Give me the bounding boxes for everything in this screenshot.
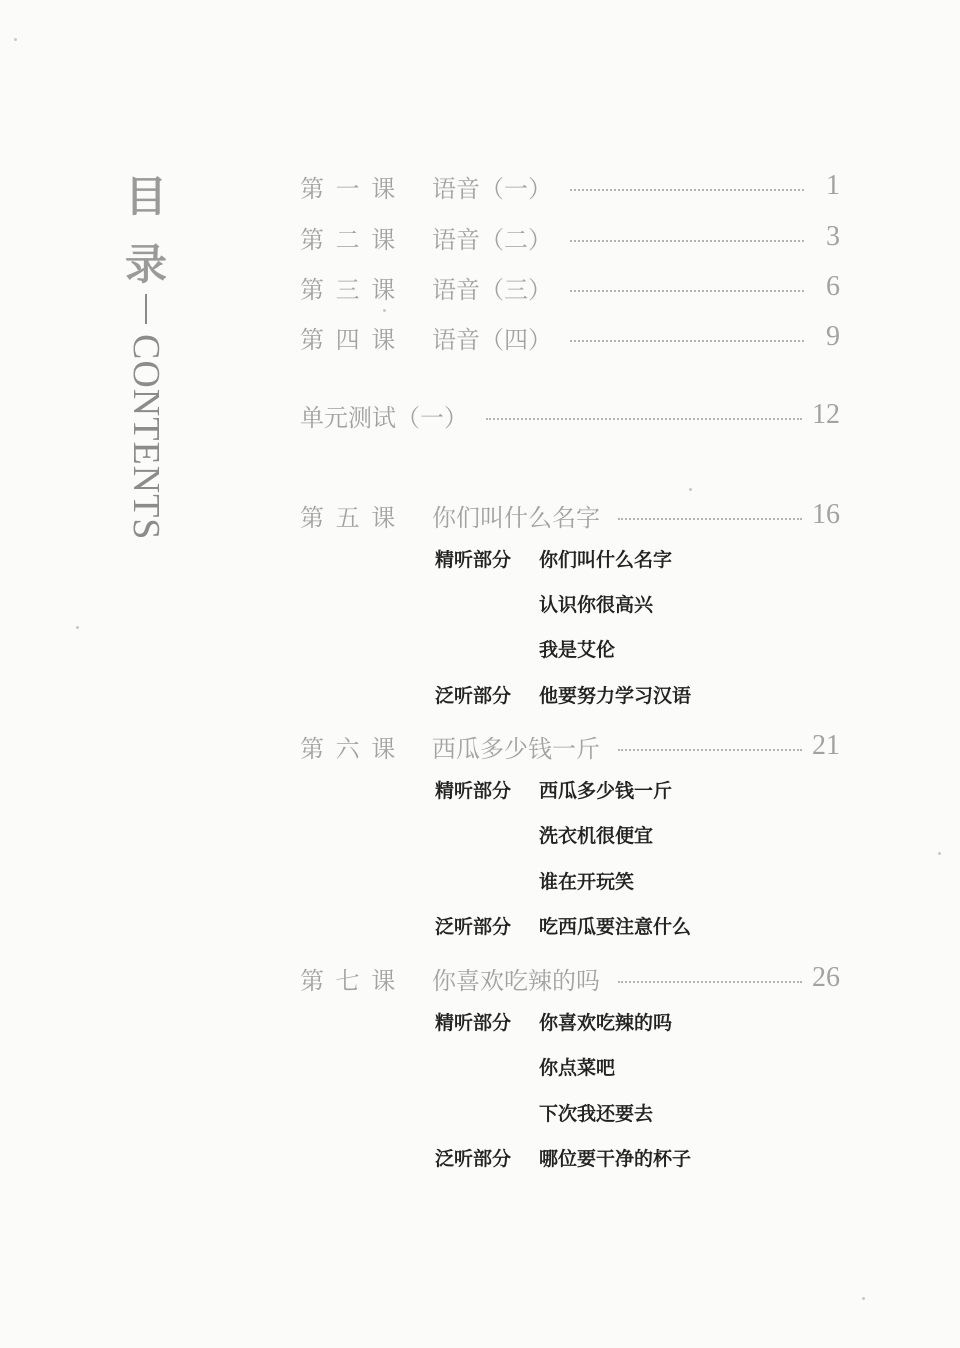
intensive-label: 精听部分 [435, 548, 512, 571]
side-title-char-2: 录 [124, 240, 167, 289]
scan-speck [938, 852, 941, 855]
subsection-title: 认识你很高兴 [539, 593, 654, 616]
subsection-intensive-3[interactable] [539, 633, 615, 663]
lesson-number: 第 三 课 [300, 275, 398, 304]
lesson-number: 第 一 课 [300, 174, 398, 203]
dot-leader [570, 290, 804, 292]
subsection-title: 吃西瓜要注意什么 [539, 915, 692, 938]
toc-entry-lesson-7[interactable] [300, 960, 840, 996]
scan-speck [14, 38, 17, 41]
page-number: 3 [826, 221, 840, 252]
lesson-number: 第 四 课 [300, 325, 398, 354]
contents-side-title [118, 172, 178, 612]
subsection-title: 他要努力学习汉语 [539, 684, 692, 707]
page-number: 1 [826, 170, 840, 201]
extensive-label: 泛听部分 [435, 1147, 512, 1170]
subsection-intensive-1[interactable] [435, 1006, 672, 1036]
toc-entry-lesson-2[interactable] [300, 219, 840, 255]
toc-entry-lesson-6[interactable] [300, 728, 840, 764]
extensive-label: 泛听部分 [435, 684, 512, 707]
lesson-title: 你们叫什么名字 [432, 503, 600, 532]
scan-speck [862, 1297, 865, 1300]
subsection-title: 你们叫什么名字 [539, 548, 673, 571]
subsection-title: 我是艾伦 [539, 638, 616, 661]
subsection-title: 你喜欢吃辣的吗 [539, 1011, 673, 1034]
subsection-title: 哪位要干净的杯子 [539, 1147, 692, 1170]
subsection-extensive[interactable] [435, 1142, 691, 1172]
subsection-intensive-2[interactable] [539, 819, 653, 849]
subsection-title: 谁在开玩笑 [539, 870, 635, 893]
scan-speck [76, 626, 79, 629]
toc-entry-unit-test[interactable] [300, 397, 840, 433]
subsection-intensive-2[interactable] [539, 1051, 615, 1081]
scan-speck [383, 309, 386, 312]
lesson-number: 第 七 课 [300, 966, 398, 995]
side-title-divider [145, 294, 147, 324]
page-number: 9 [826, 321, 840, 352]
lesson-title: 你喜欢吃辣的吗 [432, 966, 600, 995]
dot-leader [618, 981, 802, 983]
page-number: 16 [812, 499, 840, 530]
subsection-title: 你点菜吧 [539, 1056, 616, 1079]
subsection-intensive-2[interactable] [539, 588, 653, 618]
page-number: 21 [812, 730, 840, 761]
subsection-title: 洗衣机很便宜 [539, 824, 654, 847]
side-title-char-1: 目 [124, 172, 167, 221]
intensive-label: 精听部分 [435, 779, 512, 802]
side-title-english: CONTENTS [125, 334, 167, 541]
toc-entry-lesson-1[interactable] [300, 168, 840, 204]
subsection-intensive-3[interactable] [539, 1097, 653, 1127]
subsection-title: 西瓜多少钱一斤 [539, 779, 673, 802]
subsection-title: 下次我还要去 [539, 1102, 654, 1125]
lesson-title: 语音（二） [432, 225, 552, 254]
page-number: 6 [826, 271, 840, 302]
extensive-label: 泛听部分 [435, 915, 512, 938]
dot-leader [570, 240, 804, 242]
lesson-title: 语音（一） [432, 174, 552, 203]
dot-leader [570, 340, 804, 342]
intensive-label: 精听部分 [435, 1011, 512, 1034]
subsection-intensive-1[interactable] [435, 774, 672, 804]
dot-leader [570, 189, 804, 191]
toc-entry-lesson-3[interactable] [300, 269, 840, 305]
dot-leader [618, 749, 802, 751]
subsection-intensive-3[interactable] [539, 865, 634, 895]
subsection-extensive[interactable] [435, 910, 691, 940]
page-number: 12 [812, 399, 840, 430]
lesson-number: 第 二 课 [300, 225, 398, 254]
dot-leader [486, 418, 802, 420]
lesson-title: 语音（四） [432, 325, 552, 354]
toc-entry-lesson-5[interactable] [300, 497, 840, 533]
unit-test-title: 单元测试（一） [300, 403, 468, 432]
lesson-number: 第 五 课 [300, 503, 398, 532]
scan-speck [689, 488, 692, 491]
lesson-title: 语音（三） [432, 275, 552, 304]
lesson-title: 西瓜多少钱一斤 [432, 734, 600, 763]
page-number: 26 [812, 962, 840, 993]
lesson-number: 第 六 课 [300, 734, 398, 763]
subsection-extensive[interactable] [435, 679, 691, 709]
subsection-intensive-1[interactable] [435, 543, 672, 573]
dot-leader [618, 518, 802, 520]
toc-entry-lesson-4[interactable] [300, 319, 840, 355]
